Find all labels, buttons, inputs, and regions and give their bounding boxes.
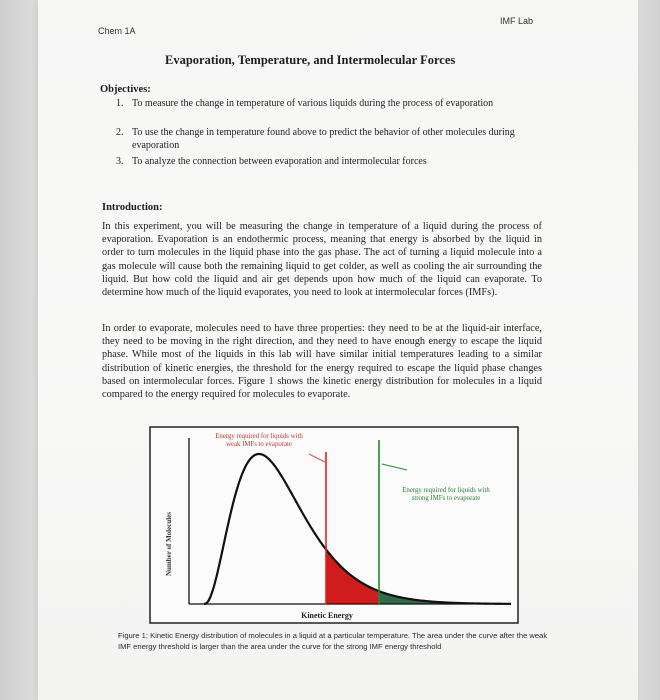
strong-threshold-label-line2: strong IMFs to evaporate [411, 495, 481, 502]
figure-caption: Figure 1: Kinetic Energy distribution of molecules in a liquid at a particular temperature. The area under the curve after the weak IMF energy threshold is larger than the area under the curve for the strong IMF energy threshold [118, 631, 548, 651]
lab-label: IMF Lab [500, 16, 534, 26]
objective-number: 3. [116, 156, 124, 167]
strong-threshold-label-line1: Energy required for liquids with [402, 487, 490, 494]
intro-paragraph-2: In order to evaporate, molecules need to have three properties: they need to be at the liquid-air interface, they need to be moving in the right direction, and they need to have enough energy to escape the liquid phase. While most of the liquids in this lab will have similar initial temperatures leading to a similar distribution of kinetic energies, the threshold for the energy required to escape the liquid phase changes based on intermolecular forces. Figure 1 shows the kinetic energy distribution for molecules in a liquid compared to the energy required for molecules to evaporate. [102, 323, 542, 401]
objective-number: 1. [116, 98, 124, 109]
x-axis-label: Kinetic Energy [301, 611, 353, 620]
kinetic-energy-figure [149, 426, 519, 624]
objective-text: To analyze the connection between evaporation and intermolecular forces [132, 156, 427, 167]
objective-number: 2. [116, 127, 124, 138]
kinetic-energy-chart [149, 426, 519, 624]
objective-text: To use the change in temperature found above to predict the behavior of other molecules during evaporation [132, 127, 515, 151]
course-label: Chem 1A [98, 26, 136, 36]
intro-paragraph-1: In this experiment, you will be measuring the change in temperature of a liquid during the process of evaporation. Evaporation is an endothermic process, meaning that energy is absorbed by the liquid in order to turn molecules in the liquid phase into the gas phase. The act of turning a liquid molecule into a gas molecule will cause both the remaining liquid to get colder, as well as cooling the air surrounding the liquid. But how cold the liquid and air get depends upon how much of the liquid can evaporate. To determine how much of the liquid evaporates, you need to look at intermolecular forces (IMFs). [102, 221, 542, 299]
y-axis-label: Number of Molecules [165, 511, 173, 577]
page-title: Evaporation, Temperature, and Intermolecular Forces [165, 53, 456, 67]
weak-threshold-label-line2: weak IMFs to evaporate [226, 441, 292, 448]
objectives-heading: Objectives: [100, 84, 151, 95]
weak-threshold-label-line1: Energy required for liquids with [215, 433, 303, 440]
introduction-heading: Introduction: [102, 202, 163, 213]
objective-text: To measure the change in temperature of various liquids during the process of evaporation [132, 98, 494, 109]
